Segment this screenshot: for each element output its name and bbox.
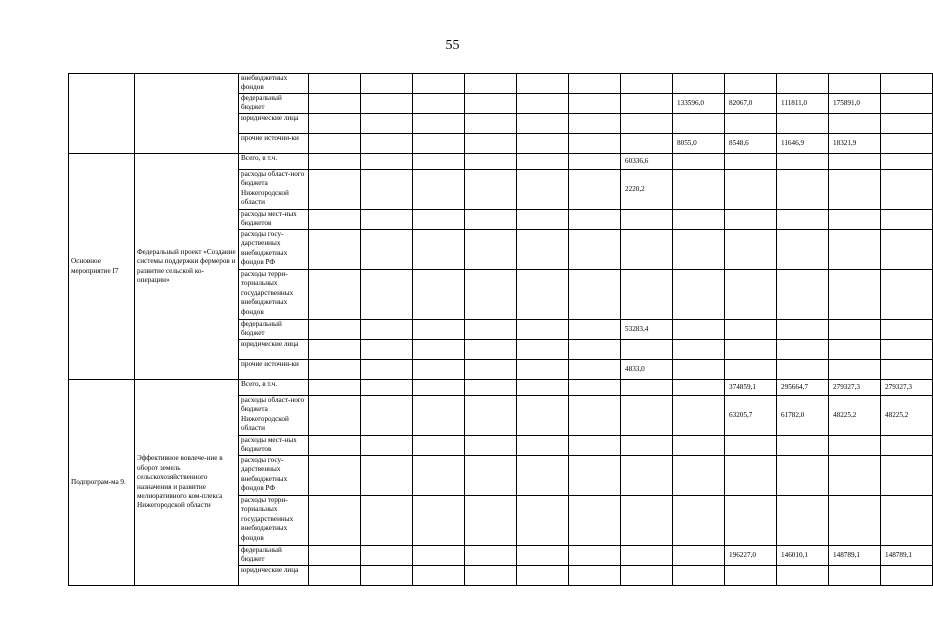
amount-cell — [673, 340, 725, 360]
amount-cell — [569, 566, 621, 586]
amount-cell — [777, 170, 829, 210]
amount-cell — [309, 210, 361, 230]
amount-cell — [673, 320, 725, 340]
amount-cell — [361, 210, 413, 230]
amount-cell — [881, 340, 933, 360]
amount-cell — [881, 230, 933, 270]
amount-cell — [517, 210, 569, 230]
amount-cell: 48225,2 — [881, 396, 933, 436]
budget-table — [68, 73, 933, 586]
amount-cell — [673, 436, 725, 456]
amount-cell — [413, 74, 465, 94]
amount-cell — [413, 396, 465, 436]
amount-cell — [829, 436, 881, 456]
amount-cell: 148789,1 — [829, 546, 881, 566]
amount-cell — [361, 380, 413, 396]
amount-cell — [309, 170, 361, 210]
amount-cell — [413, 546, 465, 566]
amount-cell: 48225,2 — [829, 396, 881, 436]
amount-cell — [881, 320, 933, 340]
amount-cell — [777, 566, 829, 586]
funding-source-cell: федеральный бюджет — [239, 546, 309, 566]
amount-cell — [725, 154, 777, 170]
amount-cell — [621, 396, 673, 436]
amount-cell — [517, 546, 569, 566]
amount-cell — [309, 396, 361, 436]
funding-source-cell: расходы госу-дарственных внебюджетных фондов РФ — [239, 230, 309, 270]
amount-cell — [309, 134, 361, 154]
amount-cell — [777, 320, 829, 340]
amount-cell — [517, 456, 569, 496]
amount-cell — [517, 566, 569, 586]
funding-source-cell: расходы терри-ториальных государственных внебюджетных фондов — [239, 496, 309, 546]
table-row — [69, 74, 933, 94]
amount-cell — [413, 360, 465, 380]
amount-cell — [725, 114, 777, 134]
amount-cell — [361, 396, 413, 436]
amount-cell — [465, 320, 517, 340]
amount-cell — [621, 566, 673, 586]
amount-cell: 148789,1 — [881, 546, 933, 566]
table-row — [69, 154, 933, 170]
amount-cell — [465, 170, 517, 210]
amount-cell: 53283,4 — [621, 320, 673, 340]
funding-source-cell: юридические лица — [239, 114, 309, 134]
amount-cell — [517, 380, 569, 396]
amount-cell — [517, 496, 569, 546]
amount-cell: 11646,9 — [777, 134, 829, 154]
amount-cell — [621, 496, 673, 546]
amount-cell — [881, 134, 933, 154]
amount-cell — [517, 74, 569, 94]
amount-cell — [361, 170, 413, 210]
amount-cell — [413, 270, 465, 320]
amount-cell — [569, 546, 621, 566]
amount-cell — [361, 134, 413, 154]
amount-cell: 295664,7 — [777, 380, 829, 396]
funding-source-cell: Всего, в т.ч. — [239, 380, 309, 396]
amount-cell: 82067,0 — [725, 94, 777, 114]
amount-cell — [413, 436, 465, 456]
amount-cell — [569, 320, 621, 340]
amount-cell — [361, 546, 413, 566]
amount-cell — [881, 170, 933, 210]
amount-cell — [881, 456, 933, 496]
amount-cell — [725, 456, 777, 496]
amount-cell — [725, 340, 777, 360]
amount-cell — [777, 154, 829, 170]
amount-cell — [725, 566, 777, 586]
amount-cell — [309, 566, 361, 586]
amount-cell — [465, 546, 517, 566]
amount-cell — [517, 154, 569, 170]
amount-cell — [413, 154, 465, 170]
program-name-cell: Эффективное вовлече-ние в оборот земель сельскохозяйственного назначения и развитие мелиоративного ком-плекса Нижегородской области — [135, 380, 239, 586]
amount-cell — [673, 566, 725, 586]
amount-cell — [309, 456, 361, 496]
amount-cell — [413, 380, 465, 396]
amount-cell: 2220,2 — [621, 170, 673, 210]
amount-cell — [517, 396, 569, 436]
amount-cell — [309, 436, 361, 456]
amount-cell — [777, 114, 829, 134]
funding-source-cell: прочие источни-ки — [239, 134, 309, 154]
amount-cell — [517, 360, 569, 380]
amount-cell — [621, 380, 673, 396]
funding-source-cell: прочие источни-ки — [239, 360, 309, 380]
amount-cell — [673, 210, 725, 230]
amount-cell — [309, 380, 361, 396]
amount-cell — [777, 210, 829, 230]
amount-cell — [881, 436, 933, 456]
program-code-cell — [69, 74, 135, 154]
amount-cell — [465, 94, 517, 114]
amount-cell — [621, 456, 673, 496]
amount-cell — [673, 456, 725, 496]
amount-cell — [725, 320, 777, 340]
amount-cell — [881, 496, 933, 546]
amount-cell — [829, 320, 881, 340]
amount-cell — [309, 270, 361, 320]
amount-cell — [621, 134, 673, 154]
amount-cell — [413, 114, 465, 134]
amount-cell — [673, 170, 725, 210]
amount-cell — [725, 210, 777, 230]
amount-cell — [829, 114, 881, 134]
amount-cell — [517, 340, 569, 360]
amount-cell — [777, 496, 829, 546]
amount-cell — [569, 340, 621, 360]
amount-cell — [413, 340, 465, 360]
amount-cell — [621, 546, 673, 566]
table-row — [69, 380, 933, 396]
amount-cell — [465, 396, 517, 436]
amount-cell — [465, 230, 517, 270]
amount-cell — [465, 210, 517, 230]
amount-cell — [569, 134, 621, 154]
amount-cell — [361, 566, 413, 586]
amount-cell — [725, 436, 777, 456]
amount-cell — [465, 566, 517, 586]
amount-cell — [881, 94, 933, 114]
amount-cell — [413, 320, 465, 340]
amount-cell — [517, 320, 569, 340]
funding-source-cell: расходы мест-ных бюджетов — [239, 210, 309, 230]
amount-cell — [569, 94, 621, 114]
amount-cell — [465, 456, 517, 496]
funding-source-cell: юридические лица — [239, 566, 309, 586]
amount-cell — [465, 154, 517, 170]
funding-source-cell: федеральный бюджет — [239, 94, 309, 114]
amount-cell — [361, 496, 413, 546]
amount-cell — [569, 114, 621, 134]
amount-cell — [309, 94, 361, 114]
amount-cell — [361, 230, 413, 270]
amount-cell: 111811,0 — [777, 94, 829, 114]
amount-cell — [465, 496, 517, 546]
amount-cell: 60336,6 — [621, 154, 673, 170]
amount-cell — [621, 436, 673, 456]
amount-cell — [829, 230, 881, 270]
amount-cell — [569, 154, 621, 170]
amount-cell — [881, 74, 933, 94]
amount-cell — [621, 94, 673, 114]
amount-cell — [361, 340, 413, 360]
amount-cell — [517, 170, 569, 210]
amount-cell — [881, 114, 933, 134]
amount-cell — [725, 74, 777, 94]
amount-cell — [309, 154, 361, 170]
amount-cell — [569, 74, 621, 94]
amount-cell — [621, 114, 673, 134]
amount-cell — [465, 134, 517, 154]
amount-cell: 175891,0 — [829, 94, 881, 114]
funding-source-cell: Всего, в т.ч. — [239, 154, 309, 170]
amount-cell — [569, 360, 621, 380]
program-code-cell: Подпрограм-ма 9. — [69, 380, 135, 586]
amount-cell — [621, 230, 673, 270]
amount-cell — [361, 270, 413, 320]
amount-cell — [829, 74, 881, 94]
amount-cell — [673, 360, 725, 380]
amount-cell: 146010,1 — [777, 546, 829, 566]
amount-cell — [881, 566, 933, 586]
amount-cell — [517, 94, 569, 114]
amount-cell — [465, 340, 517, 360]
amount-cell — [673, 114, 725, 134]
amount-cell — [569, 210, 621, 230]
amount-cell — [673, 546, 725, 566]
amount-cell — [881, 360, 933, 380]
funding-source-cell: федеральный бюджет — [239, 320, 309, 340]
amount-cell — [413, 566, 465, 586]
amount-cell — [465, 114, 517, 134]
funding-source-cell: расходы мест-ных бюджетов — [239, 436, 309, 456]
amount-cell — [361, 74, 413, 94]
program-name-cell — [135, 74, 239, 154]
funding-source-cell: расходы терри-ториальных государственных внебюджетных фондов — [239, 270, 309, 320]
amount-cell — [517, 270, 569, 320]
amount-cell — [829, 496, 881, 546]
page-number: 55 — [445, 38, 460, 53]
amount-cell — [361, 114, 413, 134]
amount-cell: 4833,0 — [621, 360, 673, 380]
amount-cell — [725, 170, 777, 210]
amount-cell — [777, 74, 829, 94]
amount-cell — [673, 270, 725, 320]
amount-cell — [413, 456, 465, 496]
amount-cell — [309, 230, 361, 270]
amount-cell — [413, 496, 465, 546]
amount-cell — [777, 230, 829, 270]
amount-cell — [361, 154, 413, 170]
amount-cell — [829, 154, 881, 170]
amount-cell — [881, 210, 933, 230]
amount-cell: 63205,7 — [725, 396, 777, 436]
amount-cell — [569, 170, 621, 210]
amount-cell — [361, 456, 413, 496]
amount-cell: 279327,3 — [881, 380, 933, 396]
amount-cell — [569, 230, 621, 270]
amount-cell — [881, 270, 933, 320]
amount-cell: 8055,0 — [673, 134, 725, 154]
amount-cell: 18321,9 — [829, 134, 881, 154]
amount-cell: 196227,0 — [725, 546, 777, 566]
amount-cell — [309, 320, 361, 340]
program-name-cell: Федеральный проект «Создание системы поддержки фермеров и развитие сельской ко-операции» — [135, 154, 239, 380]
amount-cell — [517, 230, 569, 270]
amount-cell — [777, 436, 829, 456]
funding-source-cell: расходы област-ного бюджета Нижегородской области — [239, 170, 309, 210]
amount-cell — [413, 210, 465, 230]
amount-cell — [309, 360, 361, 380]
funding-source-cell: внебюджетных фондов — [239, 74, 309, 94]
amount-cell — [569, 380, 621, 396]
amount-cell — [517, 436, 569, 456]
amount-cell — [465, 380, 517, 396]
amount-cell — [777, 456, 829, 496]
amount-cell — [361, 436, 413, 456]
amount-cell: 61782,0 — [777, 396, 829, 436]
amount-cell — [829, 170, 881, 210]
amount-cell — [569, 396, 621, 436]
amount-cell — [673, 230, 725, 270]
amount-cell — [309, 74, 361, 94]
funding-source-cell: юридические лица — [239, 340, 309, 360]
amount-cell — [309, 114, 361, 134]
amount-cell: 279327,3 — [829, 380, 881, 396]
amount-cell — [621, 74, 673, 94]
amount-cell — [829, 360, 881, 380]
amount-cell — [777, 360, 829, 380]
amount-cell — [621, 340, 673, 360]
amount-cell — [517, 134, 569, 154]
amount-cell: 374859,1 — [725, 380, 777, 396]
amount-cell — [569, 496, 621, 546]
amount-cell — [361, 94, 413, 114]
amount-cell — [673, 496, 725, 546]
amount-cell — [777, 270, 829, 320]
funding-source-cell: расходы област-ного бюджета Нижегородской области — [239, 396, 309, 436]
amount-cell — [829, 456, 881, 496]
amount-cell — [309, 546, 361, 566]
amount-cell — [465, 74, 517, 94]
amount-cell — [413, 230, 465, 270]
amount-cell — [465, 436, 517, 456]
amount-cell — [673, 396, 725, 436]
amount-cell — [413, 134, 465, 154]
amount-cell — [569, 456, 621, 496]
amount-cell — [777, 340, 829, 360]
program-code-cell: Основное мероприятие I7 — [69, 154, 135, 380]
amount-cell — [413, 170, 465, 210]
amount-cell — [673, 154, 725, 170]
amount-cell — [829, 340, 881, 360]
funding-source-cell: расходы госу-дарственных внебюджетных фондов РФ — [239, 456, 309, 496]
amount-cell — [569, 436, 621, 456]
amount-cell — [413, 94, 465, 114]
amount-cell — [517, 114, 569, 134]
amount-cell — [725, 360, 777, 380]
amount-cell — [725, 496, 777, 546]
amount-cell: 8548,6 — [725, 134, 777, 154]
amount-cell — [309, 340, 361, 360]
amount-cell — [569, 270, 621, 320]
amount-cell — [725, 270, 777, 320]
amount-cell — [673, 74, 725, 94]
amount-cell — [829, 566, 881, 586]
amount-cell — [673, 380, 725, 396]
amount-cell — [309, 496, 361, 546]
amount-cell — [621, 210, 673, 230]
amount-cell — [621, 270, 673, 320]
amount-cell: 133596,0 — [673, 94, 725, 114]
amount-cell — [829, 270, 881, 320]
amount-cell — [465, 270, 517, 320]
amount-cell — [361, 360, 413, 380]
amount-cell — [829, 210, 881, 230]
amount-cell — [881, 154, 933, 170]
amount-cell — [465, 360, 517, 380]
amount-cell — [361, 320, 413, 340]
amount-cell — [725, 230, 777, 270]
